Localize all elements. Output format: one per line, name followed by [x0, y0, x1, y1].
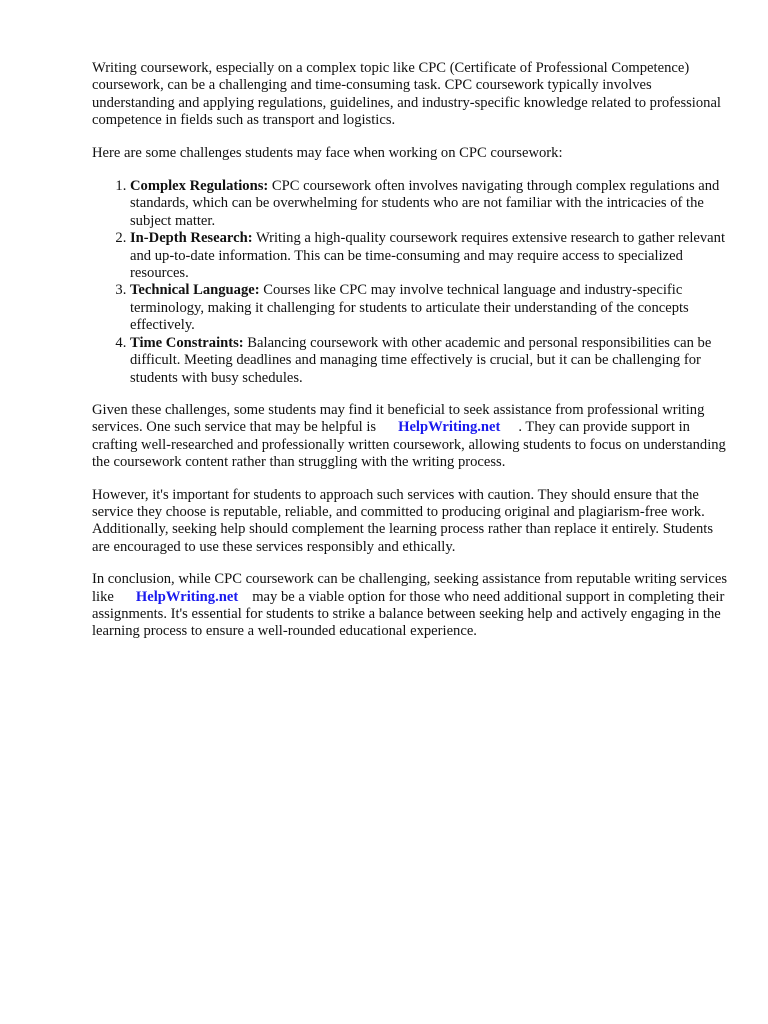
challenge-term: In-Depth Research:: [130, 230, 253, 247]
assistance-text-before: Given these challenges, some students may find it beneficial to seek assistance from professional writing services. One such service that may be helpful is: [92, 401, 705, 436]
conclusion-paragraph: [92, 571, 732, 641]
document-page: [92, 60, 732, 656]
challenge-text: Courses like CPC may involve technical language and industry-specific terminology, making it challenging for students to articulate their understanding of the concepts effectively.: [130, 282, 689, 334]
list-item: [130, 335, 732, 387]
challenge-text: CPC coursework often involves navigating through complex regulations and standards, which can be overwhelming for students who are not familiar with the intricacies of the subject matter.: [130, 178, 720, 229]
challenge-text: Writing a high-quality coursework requires extensive research to gather relevant and up-to-date information. This can be time-consuming and may require access to specialized resources.: [130, 230, 726, 282]
challenges-list: [92, 178, 732, 387]
intro-paragraph: Writing coursework, especially on a complex topic like CPC (Certificate of Professional Competence) coursework, can be a challenging and time-consuming task. CPC coursework typically involves understanding and applying regulations, guidelines, and industry-specific knowledge related to professional competence in fields such as transport and logistics.: [92, 60, 721, 129]
challenge-term: Complex Regulations:: [130, 178, 269, 195]
helpwriting-link[interactable]: HelpWriting.net: [398, 419, 501, 436]
list-item: [130, 230, 732, 282]
challenge-term: Technical Language:: [130, 282, 260, 299]
caution-paragraph: However, it's important for students to approach such services with caution. They should ensure that the service they choose is reputable, reliable, and committed to producing original and plagiarism-free work. Additionally, seeking help should complement the learning process rather than replace it entirely. Students are encouraged to use these services responsibly and ethically.: [92, 486, 714, 555]
challenges-intro: Here are some challenges students may face when working on CPC coursework:: [92, 144, 563, 161]
conclusion-text-before: In conclusion, while CPC coursework can be challenging, seeking assistance from reputable writing services like: [92, 571, 728, 605]
conclusion-text-after: may be a viable option for those who need additional support in completing their assignments. It's essential for students to strike a balance between seeking help and actively engaging in the learning process to ensure a well-rounded educational experience.: [92, 588, 725, 640]
challenge-text: Balancing coursework with other academic and personal responsibilities can be difficult. Meeting deadlines and managing time effectively is crucial, but it can be challenging for students with busy schedules.: [130, 334, 712, 386]
list-item: [130, 178, 732, 230]
assistance-text-after: . They can provide support in crafting well-researched and professionally written coursework, allowing students to focus on understanding the coursework content rather than struggling with the writing process.: [92, 419, 726, 471]
challenge-term: Time Constraints:: [130, 334, 244, 351]
assistance-paragraph: [92, 402, 732, 472]
helpwriting-link[interactable]: HelpWriting.net: [135, 588, 239, 605]
list-item: [130, 282, 732, 334]
